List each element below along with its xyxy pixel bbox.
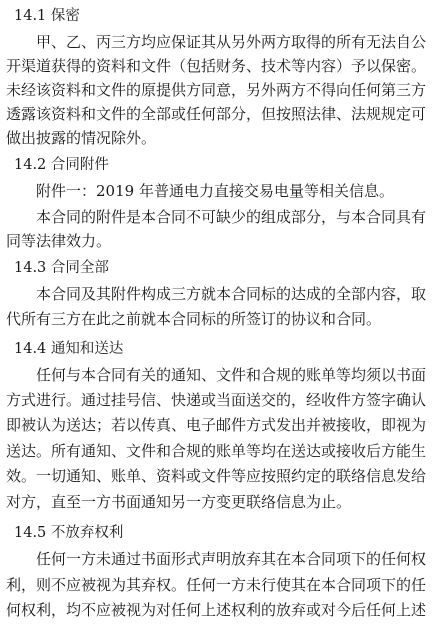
paragraph-line: 代所有三方在此之前就本合同标的所签订的协议和合同。 bbox=[6, 310, 382, 328]
paragraph-line: 同等法律效力。 bbox=[6, 232, 112, 250]
paragraph-line: 本合同及其附件构成三方就本合同标的达成的全部内容，取 bbox=[36, 285, 427, 303]
section-heading-contract-attachments: 14.2 合同附件 bbox=[14, 157, 109, 173]
paragraph-line: 未经该资料和文件的原提供方同意，另外两方不得向任何第三方 bbox=[6, 81, 427, 99]
paragraph-line: 附件一：2019 年普通电力直接交易电量等相关信息。 bbox=[36, 182, 394, 200]
paragraph-line: 本合同的附件是本合同不可缺少的组成部分，与本合同具有 bbox=[36, 208, 427, 226]
section-heading-notice-delivery: 14.4 通知和送达 bbox=[14, 341, 124, 357]
paragraph-line: 送达。所有通知、文件和合规的账单等均在送达或接收后方能生 bbox=[6, 442, 427, 460]
paragraph-line: 开渠道获得的资料和文件（包括财务、技术等内容）予以保密。 bbox=[6, 57, 427, 75]
paragraph-line: 方式进行。通过挂号信、快递或当面送交的，经收件方签字确认 bbox=[6, 391, 427, 409]
section-heading-confidentiality: 14.1 保密 bbox=[14, 8, 80, 24]
paragraph-line: 对方，直至一方书面通知另一方变更联络信息为止。 bbox=[6, 493, 352, 511]
section-heading-entire-contract: 14.3 合同全部 bbox=[14, 260, 109, 276]
paragraph-line: 即被认为送达；若以传真、电子邮件方式发出并被接收，即视为 bbox=[6, 416, 427, 434]
paragraph-line: 任何与本合同有关的通知、文件和合规的账单等均须以书面 bbox=[36, 366, 427, 384]
paragraph-line: 透露该资料和文件的全部或任何部分，但按照法律、法规规定可 bbox=[6, 105, 427, 123]
paragraph-line: 做出披露的情况除外。 bbox=[6, 129, 157, 147]
paragraph-line: 甲、乙、丙三方均应保证其从另外两方取得的所有无法自公 bbox=[36, 33, 427, 51]
paragraph-line: 任何一方未通过书面形式声明放弃其在本合同项下的任何权 bbox=[36, 550, 427, 568]
paragraph-line: 何权利，均不应被视为对任何上述权利的放弃或对今后任何上述 bbox=[6, 601, 427, 619]
paragraph-line: 效。一切通知、账单、资料或文件等应按照约定的联络信息发给 bbox=[6, 467, 427, 485]
paragraph-line: 利，则不应被视为其弃权。任何一方未行使其在本合同项下的任 bbox=[6, 576, 427, 594]
section-heading-non-waiver: 14.5 不放弃权利 bbox=[14, 525, 124, 541]
